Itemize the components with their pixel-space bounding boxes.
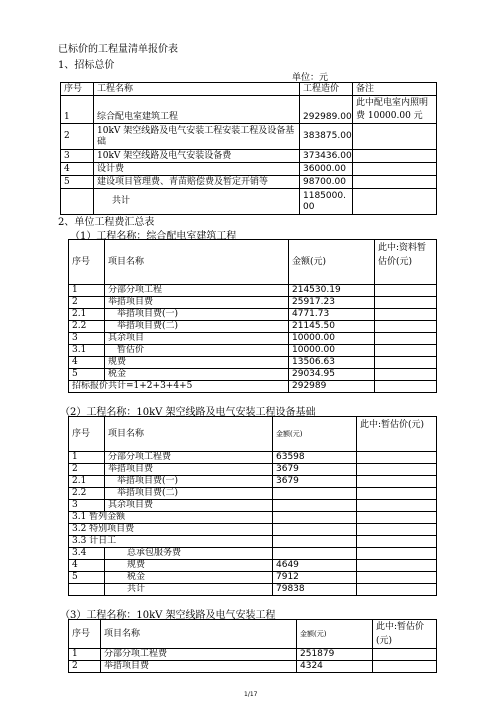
summary-table-3 xyxy=(68,619,437,673)
table-row xyxy=(69,369,437,381)
table-row xyxy=(69,488,437,500)
row-amount: 21145.50 xyxy=(289,321,375,333)
row-amount: 13506.63 xyxy=(289,357,375,369)
table-row xyxy=(69,661,437,673)
row-amount: 3679 xyxy=(273,464,357,476)
row-no: 1 xyxy=(61,96,94,124)
table-row xyxy=(69,357,437,369)
row-no: 4 xyxy=(69,357,105,369)
row-amount xyxy=(273,488,357,500)
col-header-amount: 金额(元) xyxy=(289,240,375,285)
table-header-row xyxy=(69,417,437,452)
table-row xyxy=(69,649,437,661)
sub3-title: （3）工程名称：10kV 架空线路及电气安装工程 xyxy=(60,610,276,621)
col-header-note: 备注 xyxy=(353,83,437,96)
table-row xyxy=(69,452,437,464)
table-row xyxy=(69,321,437,333)
table-row xyxy=(69,512,437,524)
row-cost: 383875.00 xyxy=(300,124,353,150)
row-name: 举措项目费 xyxy=(105,464,273,476)
row-cost: 373436.00 xyxy=(300,150,353,163)
row-amount: 7912 xyxy=(273,572,357,584)
row-note xyxy=(353,163,437,176)
row-no: 4 xyxy=(61,163,94,176)
table-row xyxy=(61,124,437,150)
row-no: 2 xyxy=(69,297,105,309)
row-no: 5 xyxy=(69,572,105,584)
row-no: 3 xyxy=(69,333,105,345)
summary-table-1 xyxy=(68,239,437,393)
row-name: 其余项目费 xyxy=(105,500,273,512)
total-label: 共计 xyxy=(105,584,273,596)
table-row xyxy=(69,476,437,488)
row-cost: 98700.00 xyxy=(300,176,353,189)
col-header-no: 序号 xyxy=(69,240,105,285)
row-no: 3.2 特别项目费 xyxy=(69,524,273,536)
row-no: 3.4 xyxy=(69,548,105,560)
row-name: 税金 xyxy=(105,572,273,584)
col-header-no: 序号 xyxy=(69,620,101,649)
table-row xyxy=(69,572,437,584)
row-name: 综合配电室建筑工程 xyxy=(94,96,300,124)
summary-table-2 xyxy=(68,416,437,596)
col-header-estimate: 此中:资料暂估价(元) xyxy=(375,240,437,285)
row-amount: 4771.73 xyxy=(289,309,375,321)
table-row xyxy=(69,464,437,476)
row-no: 2.2 xyxy=(69,488,105,500)
row-no: 2 xyxy=(69,464,105,476)
table-row xyxy=(61,96,437,124)
col-header-no: 序号 xyxy=(69,417,105,452)
table-header-row xyxy=(69,240,437,285)
row-name: 建设项目管理费、青苗赔偿费及暂定开销等 xyxy=(94,176,300,189)
row-name: 分部分项工程费 xyxy=(105,452,273,464)
row-amount: 63598 xyxy=(273,452,357,464)
row-name: 规费 xyxy=(105,357,289,369)
row-amount: 251879 xyxy=(297,649,373,661)
unit-label: 单位：元 xyxy=(292,73,329,83)
row-no: 3.3 计日工 xyxy=(69,536,273,548)
row-no: 2 xyxy=(69,661,101,673)
table-row xyxy=(69,297,437,309)
table-row xyxy=(69,333,437,345)
col-header-no: 序号 xyxy=(61,83,94,96)
row-no: 5 xyxy=(69,369,105,381)
row-amount: 25917.23 xyxy=(289,297,375,309)
row-no: 2.1 xyxy=(69,309,105,321)
row-no: 3.1 xyxy=(69,345,105,357)
row-no: 3 xyxy=(69,500,105,512)
row-note xyxy=(353,176,437,189)
col-header-name: 工程名称 xyxy=(94,83,300,96)
row-no: 3 xyxy=(61,150,94,163)
col-header-estimate: 此中:暂估价(元) xyxy=(373,620,437,649)
row-no: 2.1 xyxy=(69,476,105,488)
row-cost: 36000.00 xyxy=(300,163,353,176)
table-header-row xyxy=(69,620,437,649)
row-name: 举措项目费(二) xyxy=(105,321,289,333)
row-name: 10kV 架空线路及电气安装设备费 xyxy=(94,150,300,163)
section2-heading: 2、单位工程费汇总表 xyxy=(58,217,155,228)
row-no: 2 xyxy=(61,124,94,150)
total-label: 共计 xyxy=(94,189,300,215)
row-name: 设计费 xyxy=(94,163,300,176)
col-header-cost: 工程造价 xyxy=(300,83,353,96)
row-no: 1 xyxy=(69,452,105,464)
bid-total-table xyxy=(60,82,437,215)
row-name: 暂估价 xyxy=(105,345,289,357)
row-name: 举措项目费(二) xyxy=(105,488,273,500)
table-row xyxy=(69,536,437,548)
table-row xyxy=(69,524,437,536)
row-no xyxy=(69,584,105,596)
row-note xyxy=(353,150,437,163)
table-row xyxy=(69,560,437,572)
row-amount xyxy=(273,500,357,512)
row-name: 税金 xyxy=(105,369,289,381)
document-title: 已标价的工程量清单报价表 xyxy=(58,44,178,55)
table-total-row xyxy=(61,189,437,215)
row-no: 1 xyxy=(69,649,101,661)
col-header-amount: 金额(元) xyxy=(273,417,357,452)
total-amount: 292989 xyxy=(289,381,375,393)
row-amount: 3679 xyxy=(273,476,357,488)
row-amount: 10000.00 xyxy=(289,333,375,345)
row-no: 1 xyxy=(69,285,105,297)
row-name: 分部分项工程费 xyxy=(101,649,297,661)
row-name: 举措项目费(一) xyxy=(105,476,273,488)
row-no: 4 xyxy=(69,560,105,572)
table-row xyxy=(69,345,437,357)
row-note: 此中配电室内照明费 10000.00 元 xyxy=(353,96,437,124)
page-number: 1/17 xyxy=(244,691,258,698)
row-name: 其余项目 xyxy=(105,333,289,345)
row-amount: 4324 xyxy=(297,661,373,673)
row-name: 规费 xyxy=(105,560,273,572)
table-row xyxy=(69,500,437,512)
col-header-name: 项目名称 xyxy=(105,240,289,285)
total-label: 招标报价共计=1+2+3+4+5 xyxy=(69,381,289,393)
sub1-title: （1）工程名称：综合配电室建筑工程 xyxy=(70,231,237,242)
col-header-name: 项目名称 xyxy=(105,417,273,452)
row-no: 3.1 暂列金额 xyxy=(69,512,273,524)
section1-heading: 1、招标总价 xyxy=(58,60,115,71)
col-header-amount: 金额(元) xyxy=(297,620,373,649)
row-no: 2.2 xyxy=(69,321,105,333)
col-header-name: 项目名称 xyxy=(101,620,297,649)
row-name: 举措项目费 xyxy=(105,297,289,309)
table-row xyxy=(61,176,437,189)
total-cost: 1185000.00 xyxy=(300,189,353,215)
table-row xyxy=(69,548,437,560)
table-header-row xyxy=(61,83,437,96)
table-row xyxy=(61,163,437,176)
row-amount: 10000.00 xyxy=(289,345,375,357)
table-total-row xyxy=(69,381,437,393)
row-name: 举措项目费(一) xyxy=(105,309,289,321)
row-name: 分部分项工程 xyxy=(105,285,289,297)
table-row xyxy=(61,150,437,163)
table-row xyxy=(69,309,437,321)
row-name: 总承包服务费 xyxy=(105,548,273,560)
row-amount xyxy=(273,548,357,560)
row-note xyxy=(353,124,437,150)
col-header-estimate: 此中:暂估价(元) xyxy=(357,417,437,452)
table-total-row xyxy=(69,584,437,596)
row-name: 举措项目费 xyxy=(101,661,297,673)
sub2-title: （2）工程名称：10kV 架空线路及电气安装工程设备基础 xyxy=(60,407,316,418)
row-no: 5 xyxy=(61,176,94,189)
row-amount: 4649 xyxy=(273,560,357,572)
row-cost: 292989.00 xyxy=(300,96,353,124)
table-row xyxy=(69,285,437,297)
row-amount: 214530.19 xyxy=(289,285,375,297)
row-name: 10kV 架空线路及电气安装工程安装工程及设备基础 xyxy=(94,124,300,150)
total-amount: 79838 xyxy=(273,584,357,596)
row-amount: 29034.95 xyxy=(289,369,375,381)
